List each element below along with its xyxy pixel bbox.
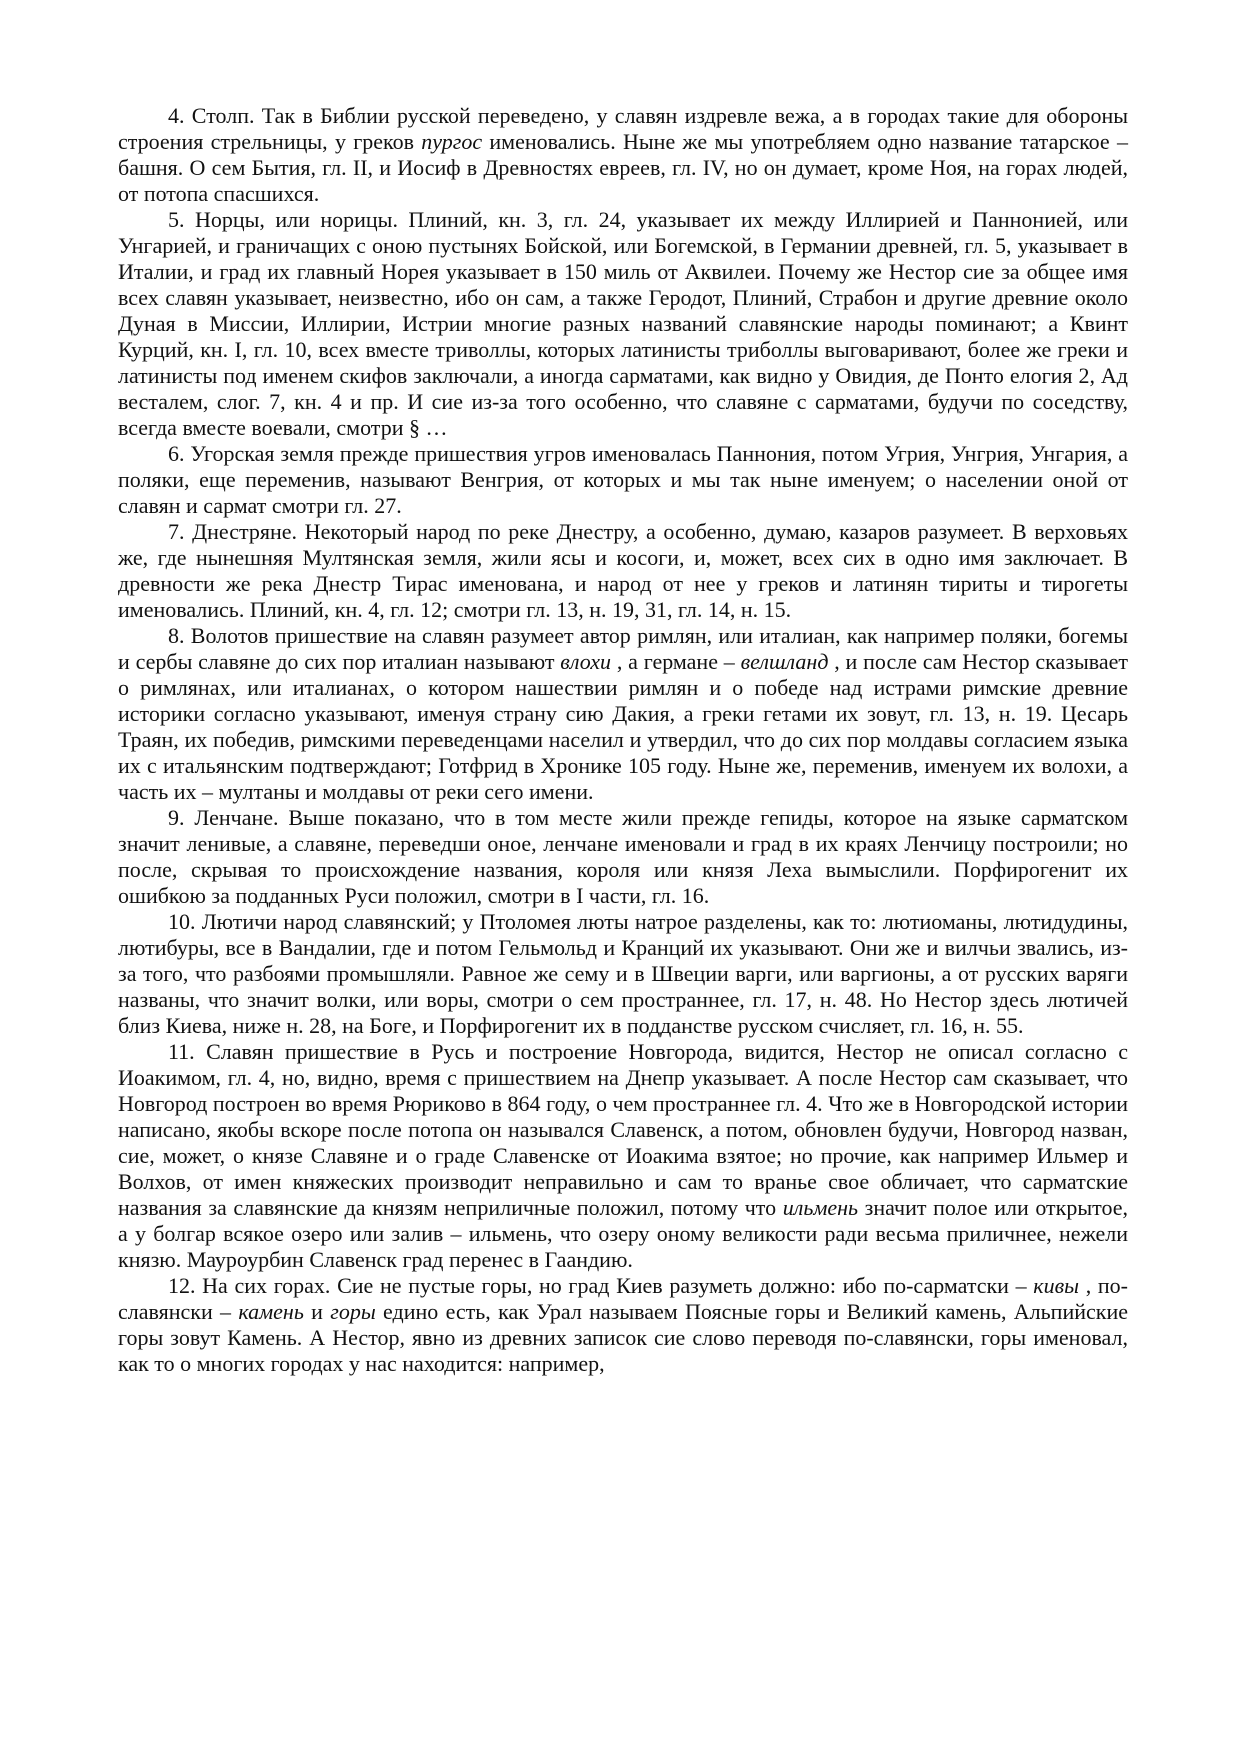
- italic-term: горы: [330, 1299, 376, 1324]
- paragraph-11-slavyan-prishestvie: [118, 1039, 1128, 1273]
- paragraph-text: 7. Днестряне. Некоторый народ по реке Днестру, а особенно, думаю, казаров разумеет. В верховьях же, где нынешняя Мултянская земля, жили ясы и косоги, и, может, всех сих в одно имя заключает. В древности же река Днестр Тирас именована, и народ от нее у греков и латинян тириты и тирогеты именовались. Плиний, кн. 4, гл. 12; смотри гл. 13, н. 19, 31, гл. 14, н. 15.: [118, 519, 1128, 622]
- paragraph-6-ugorskaya-zemlya: [118, 441, 1128, 519]
- paragraph-text: 12. На сих горах. Сие не пустые горы, но град Киев разуметь должно: ибо по-сарматски –: [168, 1273, 1034, 1298]
- paragraph-text: , и после сам Нестор сказывает о римлянах, или италианах, о котором нашествии римлян и о победе над истрами римские древние историки согласно указывают, именуя страну сию Дакия, а греки гетами их зовут, гл. 13, н. 19. Цесарь Траян, их победив, римскими переведенцами населил и утвердил, что до сих пор молдавы согласием языка их с итальянским подтверждают; Готфрид в Хронике 105 году. Ныне же, переменив, именуем их волохи, а часть их – мултаны и молдавы от реки сего имени.: [118, 649, 1128, 804]
- italic-term: ильмень: [782, 1195, 859, 1220]
- paragraph-text: , а германе –: [611, 649, 741, 674]
- paragraph-9-lenchane: [118, 805, 1128, 909]
- paragraph-text: 8. Волотов пришествие на славян разумеет автор римлян, или италиан, как например поляки, богемы и сербы славяне до сих пор италиан называют: [118, 623, 1128, 674]
- paragraph-10-lyutichi: [118, 909, 1128, 1039]
- paragraph-5-nortsy: [118, 207, 1128, 441]
- italic-term: велшланд: [740, 649, 829, 674]
- paragraph-text: 4. Столп. Так в Библии русской переведено, у славян издревле вежа, а в городах такие для обороны строения стрельницы, у греков: [118, 103, 1128, 154]
- paragraph-text: и: [303, 1299, 331, 1324]
- paragraph-text: 9. Ленчане. Выше показано, что в том месте жили прежде гепиды, которое на языке сарматском значит ленивые, а славяне, переведши оное, ленчане именовали и град в их краях Ленчицу построили; но после, скрывая то происхождение названия, короля или князя Леха вымыслили. Порфирогенит их ошибкою за подданных Руси положил, смотри в I части, гл. 16.: [118, 805, 1128, 908]
- paragraph-12-na-sikh-gorakh: [118, 1273, 1128, 1377]
- paragraph-8-volotov: [118, 623, 1128, 805]
- italic-term: влохи: [560, 649, 612, 674]
- paragraph-text: именовались. Ныне же мы употребляем одно название татарское – башня. О сем Бытия, гл. II, и Иосиф в Древностях евреев, гл. IV, но он думает, кроме Ноя, на горах людей, от потопа спасшихся.: [118, 129, 1128, 206]
- paragraph-4-stolp: [118, 103, 1128, 207]
- italic-term: пургос: [421, 129, 483, 154]
- italic-term: кивы: [1033, 1273, 1080, 1298]
- italic-term: камень: [238, 1299, 304, 1324]
- document-page: [118, 103, 1128, 1377]
- paragraph-text: , по-славянски –: [118, 1273, 1128, 1324]
- paragraph-text: 11. Славян пришествие в Русь и построение Новгорода, видится, Нестор не описал согласно с Иоакимом, гл. 4, но, видно, время с пришествием на Днепр указывает. А после Нестор сам сказывает, что Новгород построен во время Рюриково в 864 году, о чем пространнее гл. 4. Что же в Новгородской истории написано, якобы вскоре после потопа он назывался Славенск, а потом, обновлен будучи, Новгород назван, сие, может, о князе Славяне и о граде Славенске от Иоакима взятое; но прочие, как например Ильмер и Волхов, от имен княжеских производит неправильно и сам то вранье свое обличает, что сарматские названия за славянские да князям неприличные положил, потому что: [118, 1039, 1128, 1220]
- paragraph-text: едино есть, как Урал называем Поясные горы и Великий камень, Альпийские горы зовут Камень. А Нестор, явно из древних записок сие слово переводя по-славянски, горы именовал, как то о многих городах у нас находится: например,: [118, 1299, 1128, 1376]
- paragraph-text: 5. Норцы, или норицы. Плиний, кн. 3, гл. 24, указывает их между Иллирией и Паннонией, или Унгарией, и граничащих с оною пустынях Бойской, или Богемской, в Германии древней, гл. 5, указывает в Италии, и град их главный Норея указывает в 150 миль от Аквилеи. Почему же Нестор сие за общее имя всех славян указывает, неизвестно, ибо он сам, а также Геродот, Плиний, Страбон и другие древние около Дуная в Миссии, Иллирии, Истрии многие разных названий славянские народы поминают; а Квинт Курций, кн. I, гл. 10, всех вместе триволлы, которых латинисты триболлы выговаривают, более же греки и латинисты под именем скифов заключали, а иногда сарматами, как видно у Овидия, де Понто елогия 2, Ад весталем, слог. 7, кн. 4 и пр. И сие из-за того особенно, что славяне с сарматами, будучи по соседству, всегда вместе воевали, смотри § …: [118, 207, 1128, 440]
- paragraph-text: 6. Угорская земля прежде пришествия угров именовалась Паннония, потом Угрия, Унгрия, Унгария, а поляки, еще переменив, называют Венгрия, от которых и мы так ныне именуем; о населении оной от славян и сармат смотри гл. 27.: [118, 441, 1128, 518]
- paragraph-text: 10. Лютичи народ славянский; у Птоломея люты натрое разделены, как то: лютиоманы, лютидудины, лютибуры, все в Вандалии, где и потом Гельмольд и Кранций их указывают. Они же и вилчьи звались, из-за того, что разбоями промышляли. Равное же сему и в Швеции варги, или варгионы, а от русских варяги названы, что значит волки, или воры, смотри о сем пространнее, гл. 17, н. 48. Но Нестор здесь лютичей близ Киева, ниже н. 28, на Боге, и Порфирогенит их в подданстве русском счисляет, гл. 16, н. 55.: [118, 909, 1128, 1038]
- paragraph-text: значит полое или открытое, а у болгар всякое озеро или залив – ильмень, что озеру оному великости ради весьма приличнее, нежели князю. Мауроурбин Славенск град перенес в Гаандию.: [118, 1195, 1128, 1272]
- paragraph-7-dnestryane: [118, 519, 1128, 623]
